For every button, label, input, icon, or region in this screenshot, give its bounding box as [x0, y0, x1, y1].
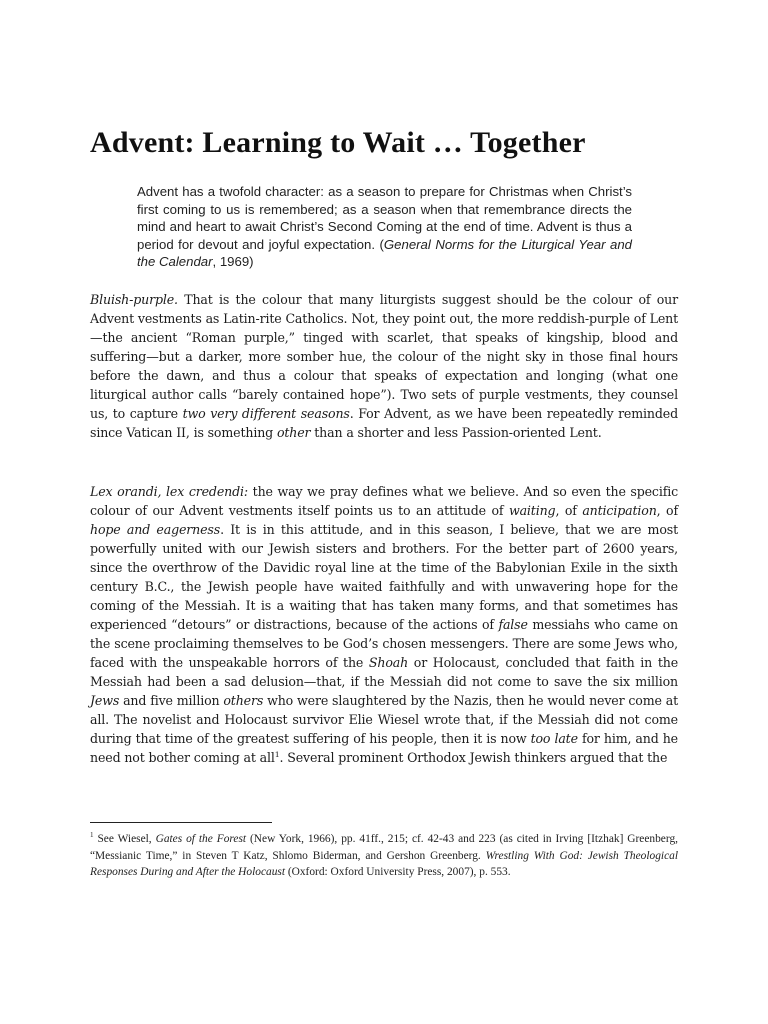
p2-text: the way we pray defines what we believe. And so even the specific colour of our Advent vestments itself points us to an attitude of	[90, 484, 679, 518]
p2-text: . Several prominent Orthodox Jewish thinkers argued that the	[279, 750, 668, 765]
p1-lead-phrase: Bluish-purple.	[90, 292, 178, 307]
footnote-book-title: Gates of the Forest	[155, 833, 247, 845]
p2-text: who were slaughtered by the Nazis, then he would never come at all. The novelist and Holocaust survivor Elie Wiesel wrote that, if the Messiah did not come during that time of the greatest suffering of his people, then it is now	[90, 693, 678, 746]
footnote-text: (Oxford: Oxford University Press, 2007), p. 553.	[285, 866, 511, 878]
footnote-marker: 1	[90, 831, 94, 840]
p2-text: messiahs who came on the scene proclaiming themselves to be God’s chosen messengers. There are some Jews who, faced with the unspeakable horrors of the	[90, 617, 678, 670]
footnote-text: See Wiesel,	[93, 833, 156, 845]
p2-lead-phrase: Lex orandi, lex credendi:	[90, 484, 248, 499]
footnote-divider	[90, 822, 272, 823]
epigraph-source-year: , 1969)	[212, 254, 254, 270]
footnote-book-title: Wrestling With God: Jewish Theological Responses During and After the Holocaust	[90, 849, 678, 878]
p2-emphasis: waiting	[508, 503, 556, 518]
footnote	[90, 831, 678, 881]
p2-emphasis: others	[223, 693, 264, 708]
p1-emphasis: other	[276, 425, 311, 440]
p1-emphasis: two very different seasons	[182, 406, 350, 421]
paragraph-2	[90, 482, 678, 767]
p1-text: than a shorter and less Passion-oriented Lent.	[310, 425, 602, 440]
p2-text: . It is in this attitude, and in this season, I believe, that we are most powerfully united with our Jewish sisters and brothers. For the better part of 2600 years, since the overthrow of the Davidic royal line at the time of the Babylonian Exile in the sixth century B.C., the Jewish people have waited faithfully and with unwavering hope for the coming of the Messiah. It is a waiting that has taken many forms, and that sometimes has experienced “detours” or distractions, because of the actions of	[90, 522, 678, 632]
page-title: Advent: Learning to Wait … Together	[90, 126, 586, 159]
epigraph-source-title: General Norms for the Liturgical Year and the Calendar	[137, 236, 633, 270]
p2-emphasis: too late	[530, 731, 578, 746]
p2-emphasis: false	[498, 617, 528, 632]
p1-text: That is the colour that many liturgists suggest should be the colour of our Advent vestments as Latin-rite Catholics. Not, they point out, the more reddish-purple of Lent—the ancient “Roman purple,” tinged with scarlet, that speaks of kingship, blood and suffering—but a darker, more somber hue, the colour of the night sky in those final hours before the dawn, and thus a colour that speaks of expectation and longing (what one liturgical author calls “barely contained hope”). Two sets of purple vestments, they counsel us, to capture	[90, 292, 678, 421]
p2-emphasis: hope and eagerness	[90, 522, 221, 537]
p1-text: . For Advent, as we have been repeatedly reminded since Vatican II, is something	[90, 406, 678, 440]
p2-text: for him, and he need not bother coming at all	[90, 731, 678, 765]
paragraph-1	[90, 290, 678, 442]
p2-text: or Holocaust, concluded that faith in the Messiah had been a sad delusion—that, if the Messiah did not come to save the six million	[90, 655, 679, 689]
p2-text: and five million	[119, 693, 224, 708]
p2-text: , of	[555, 503, 583, 518]
p2-emphasis: Shoah	[368, 655, 409, 670]
footnote-reference[interactable]: 1	[274, 749, 280, 759]
p2-emphasis: anticipation	[582, 503, 657, 518]
epigraph-text: Advent has a twofold character: as a season to prepare for Christmas when Christ’s first coming to us is remembered; as a season when that remembrance directs the mind and heart to await Christ’s Second Coming at the end of time. Advent is thus a period for devout and joyful expectation. (	[137, 184, 632, 252]
p2-emphasis: Jews	[90, 693, 120, 708]
epigraph-quote	[137, 183, 632, 271]
footnote-text: (New York, 1966), pp. 41ff., 215; cf. 42-43 and 223 (as cited in Irving [Itzhak] Greenberg, “Messianic Time,” in Steven T Katz, Shlomo Biderman, and Gershon Greenberg.	[90, 833, 678, 862]
p2-text: , of	[656, 503, 678, 518]
